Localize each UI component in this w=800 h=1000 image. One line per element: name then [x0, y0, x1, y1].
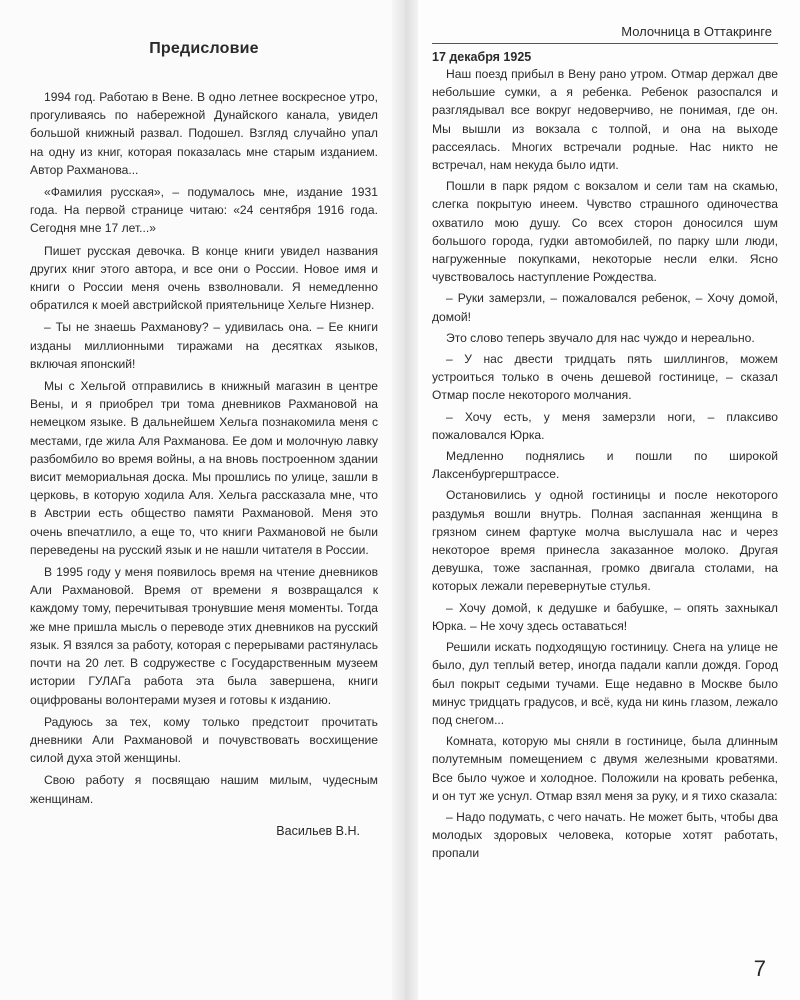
paragraph: – Надо подумать, с чего начать. Не может быть, чтобы два молодых здоровых человека, которые хотят работать, пропали — [432, 809, 778, 861]
paragraph: Остановились у одной гостиницы и после некоторого раздумья вошли внутрь. Полная заспанная женщина в грязном синем фартуке молча выслушала нас и через некоторое время принесла заказанное молоко. Другая девушка, тоже заспанная, громко двигала столами, на которых лежали перевернутые стулья. — [432, 488, 778, 594]
book-gutter — [392, 0, 418, 1000]
paragraph: Радуюсь за тех, кому только предстоит прочитать дневники Али Рахмановой и почувствовать восхищение силой духа этой женщины. — [30, 714, 378, 766]
diary-date-heading: 17 декабря 1925 — [432, 50, 532, 64]
paragraph: Медленно поднялись и пошли по широкой Лаксенбургерштрассе. — [432, 449, 778, 482]
preface-heading: Предисловие — [149, 40, 259, 57]
paragraph: – У нас двести тридцать пять шиллингов, можем устроиться только в очень дешевой гостинице, – сказал Отмар после некоторого молчания. — [432, 352, 778, 403]
paragraph: – Хочу домой, к дедушке и бабушке, – опять захныкал Юрка. – Не хочу здесь оставаться! — [432, 600, 778, 633]
right-page — [418, 0, 800, 1000]
paragraph: Это слово теперь звучало для нас чуждо и нереально. — [446, 330, 755, 345]
paragraph: – Ты не знаешь Рахманову? – удивилась она. – Ее книги изданы миллионными тиражами на десятках языков, включая японский! — [30, 320, 378, 371]
page-number: 7 — [753, 956, 766, 981]
paragraph: Наш поезд прибыл в Вену рано утром. Отмар держал две небольшие сумки, а я ребенка. Ребенок разоспался и разглядывал все вокруг недоверчиво, не понимая, где он. Мы вышли из вокзала с толпой, и она на выходе рассеялась. Многих встречали родные. Нас никто не встречал, нам некуда было идти. — [432, 67, 778, 173]
paragraph: «Фамилия русская», – подумалось мне, издание 1931 года. На первой странице читаю: «24 сентября 1916 года. Сегодня мне 17 лет...» — [30, 185, 378, 236]
paragraph: – Руки замерзли, – пожаловался ребенок, – Хочу домой, домой! — [432, 291, 778, 324]
author-signature: Васильев В.Н. — [276, 823, 360, 838]
paragraph: Пошли в парк рядом с вокзалом и сели там на скамью, слегка покрытую инеем. Чувство страшного одиночества охватило мою душу. Со всех сторон доносился шум большого города, гудки автомобилей, по парку шли люди, нагруженные покупками, некоторые несли елки. Ясно чувствовалось наступление Рождества. — [432, 179, 778, 285]
running-head: Молочница в Оттакринге — [432, 24, 778, 44]
paragraph: Решили искать подходящую гостиницу. Снега на улице не было, дул теплый ветер, иногда падали капли дождя. Город был покрыт седыми тучами. Еще недавно в Москве было минус тридцать градусов, и всё, куда ни кинь глазом, лежало под снегом... — [432, 640, 778, 727]
paragraph: В 1995 году у меня появилось время на чтение дневников Али Рахмановой. Время от времени я возвращался к каждому тому, перечитывая тронувшие меня моменты. Тогда же мне пришла мысль о переводе этих дневников на русский язык. Я взялся за работу, которая с перерывами растянулась почти на 20 лет. В содружестве с Государственным музеем истории ГУЛАГа работа эта была завершена, книги оцифрованы волонтерами музея и готовы к изданию. — [30, 565, 378, 707]
paragraph: Комната, которую мы сняли в гостинице, была длинным полутемным помещением с двумя железными кроватями. Все было чужое и холодное. Положили на кровать ребенка, и он тут же уснул. Отмар взял меня за руку, и я тихо сказала: — [432, 734, 778, 803]
paragraph: Свою работу я посвящаю нашим милым, чудесным женщинам. — [30, 773, 378, 806]
paragraph: Мы с Хельгой отправились в книжный магазин в центре Вены, и я приобрел три тома дневников Рахмановой на немецком языке. В дальнейшем Хельга познакомила меня с местами, где жила Аля Рахманова. Ее дом и молочную лавку разбомбило во время войны, а на вновь построенном здании висит мемориальная доска. Мы прошлись по улице, зашли в церковь, в которую ходила Аля. Хельга рассказала мне, что в Австрии есть общество памяти Рахмановой. Меня это очень впечатлило, а еще то, что книги Рахмановой не были переведены на русский язык и не нашли читателя в России. — [30, 379, 378, 557]
paragraph: – Хочу есть, у меня замерзли ноги, – плаксиво пожаловался Юрка. — [432, 409, 778, 442]
paragraph: Пишет русская девочка. В конце книги увидел названия других книг этого автора, и все они о России. Новое имя и книги о России меня очень взволновали. Я немедленно обратился к моей австрийской приятельнице Хельге Низнер. — [30, 243, 378, 313]
paragraph: 1994 год. Работаю в Вене. В одно летнее воскресное утро, прогуливаясь по набережной Дунайского канала, увидел большой книжный развал. Подошел. Взгляд случайно упал на одну из книг, которая показалась мне старым изданием. Автор Рахманова... — [30, 90, 378, 177]
left-page — [0, 0, 392, 1000]
